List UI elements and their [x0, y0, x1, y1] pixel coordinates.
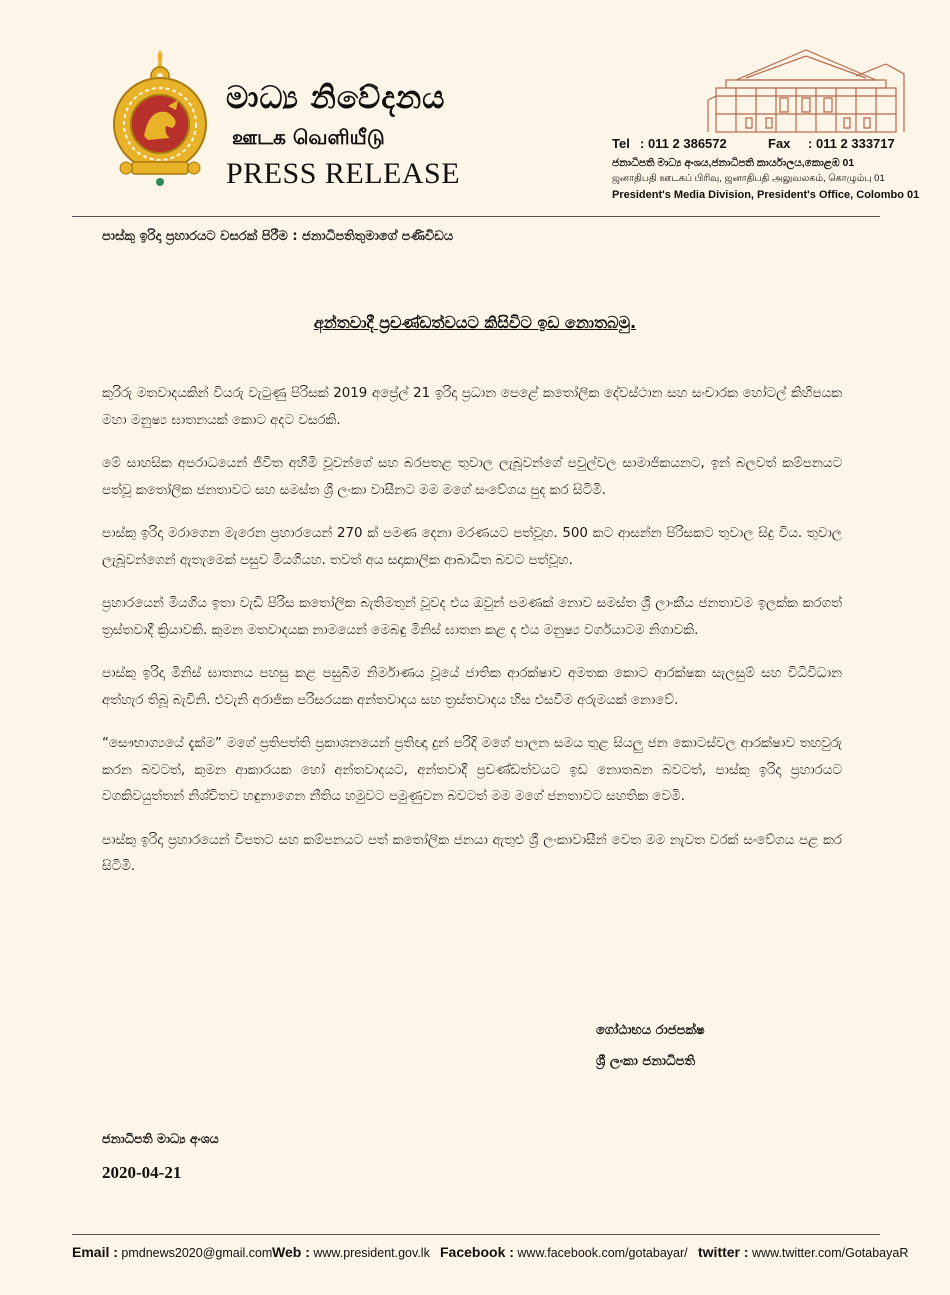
title-tamil: ஊடக வெளியீடு: [232, 125, 385, 149]
release-date: 2020-04-21: [102, 1163, 182, 1182]
issuing-division: ජනාධිපති මාධ්‍ය අංශය: [102, 1131, 219, 1146]
signatory-title: ශ්‍රී ලංකා ජනාධිපති: [596, 1054, 696, 1069]
signature-block: [596, 1015, 705, 1077]
subject-line: පාස්කු ඉරිදා ප්‍රහාරයට වසරක් පිරීම : ජනාධිපතිතුමාගේ පණිවිඩය: [102, 229, 454, 244]
paragraph: පාස්කු ඉරිදා ප්‍රහාරයෙන් විපතට සහ කම්පනයට පත් කතෝලික ජනයා ඇතුළු ශ්‍රී ලංකාවාසීන් වෙත මම නැවත වරක් සංවේගය පළ කර සිටිමි.: [102, 832, 842, 874]
paragraph: පාස්කු ඉරිදා මරාගෙන මැරෙන ප්‍රහාරයෙන් 270 ක් පමණ දෙනා මරණයට පත්වූහ. 500 කට ආසන්න පිරිසකට තුවාල සිදු විය. තුවාල ලැබූවන්ගෙන් ඇතැමෙක් පසුව මියගියහ. තවත් අය සදාකාලික ආබාධිත බවට පත්වූහ.: [102, 526, 842, 568]
headline: අන්තවාදී ප්‍රචණ්ඩත්වයට කිසිවිට ඉඩ නොතබමු.: [313, 313, 637, 332]
letterhead: [0, 0, 950, 201]
facebook-link[interactable]: www.facebook.com/gotabayar/: [517, 1246, 688, 1260]
address-english: President's Media Division, President's Office, Colombo 01: [612, 189, 920, 201]
paragraph: මේ සාහසික අපරාධයෙන් ජීවිත අහිමි වූවන්ගේ සහ බරපතළ තුවාල ලැබූවන්ගේ පවුල්වල සාමාජිකයනට, ඉන් බලවත් කම්පනයට පත්වූ කතෝලික ජනතාවට සහ සමස්ත ශ්‍රී ලංකා වාසීනට මම මගේ සංවේගය පුද කර සිටිමි.: [102, 456, 842, 498]
paragraph: ප්‍රහාරයෙන් මියගිය ඉතා වැඩි පිරිස කතෝලික බැතිමතුන් වූවද එය ඔවුන් පමණක් නොව සමස්ත ශ්‍රී ලාංකීය ජනතාවම ඉලක්ක කරගත් ත්‍රස්තවාදී ක්‍රියාවකි. කුමන මතවාදයක නාමයෙන් මෙබඳු මිනිස් ඝාතන කළ ද එය මනුෂ්‍ය වර්ගයාටම නිගාවකි.: [102, 596, 842, 638]
paragraph: කුරිරු මතවාදයකින් වියරු වැටුණු පිරිසක් 2019 අප්‍රේල් 21 ඉරිදා ප්‍රධාන පෙළේ කතෝලික දේවස්ථාන සහ සංචාරක හෝටල් කිහිපයක මහා මනුෂ්‍ය ඝාතනයක් කොට අදට වසරකි.: [102, 386, 842, 428]
footer-facebook: [440, 1244, 688, 1260]
facebook-label: Facebook :: [440, 1244, 514, 1260]
address-tamil: ஜனாதிபதி ஊடகப் பிரிவு, ஜனாதிபதி அலுவலகம், கொழும்பு 01: [612, 173, 885, 184]
footer-twitter: [698, 1244, 908, 1260]
web-label: Web :: [272, 1244, 310, 1260]
footer-email: [72, 1244, 272, 1260]
title-block: [226, 78, 460, 192]
footer-divider: [72, 1234, 880, 1235]
paragraph: “සෞභාග්‍යයේ දැක්ම” මගේ ප්‍රතිපත්ති ප්‍රකාශනයෙන් ප්‍රතිඥා දුන් පරිදි මගේ පාලන සමය තුළ සියලු ජන කොටස්වල ආරක්ෂාව තහවුරු කරන බවටත්, කුමන ආකාරයක හෝ අන්තවාදයට, අන්තවාදී ප්‍රචණ්ඩත්වයට ඉඩ නොතබන බවටත්, පාස්කු ඉරිදා ප්‍රහාරයට වගකිවයුත්තන් නිශ්චිතව හඳුනාගෙන නීතිය හමුවට පමුණුවන බවටත් මම මගේ ජනතාවට සහතික වෙමි.: [102, 736, 842, 804]
fax-value: : 011 2 333717: [808, 136, 895, 151]
twitter-label: twitter :: [698, 1244, 749, 1260]
paragraph: පාස්කු ඉරිදා මිනිස් ඝාතනය පහසු කළ පසුබිම නිර්මාණය වූයේ ජාතික ආරක්ෂාව අමතක කොට ආරක්ෂක සැලසුම් සහ විධිවිධාන අත්හැර තිබූ බැවිනි. එවැනි අරාජික පරිසරයක අන්තවාදය සහ ත්‍රස්තවාදය හිස එසවීම අරුමයක් නොවේ.: [102, 666, 842, 708]
web-link[interactable]: www.president.gov.lk: [313, 1246, 430, 1260]
twitter-link[interactable]: www.twitter.com/GotabayaR: [752, 1246, 909, 1260]
tel-value: : 011 2 386572: [640, 136, 727, 151]
sri-lanka-emblem-icon: [108, 44, 212, 186]
header-divider: [72, 216, 880, 217]
address-sinhala: ජනාධිපති මාධ්‍ය අංශය,ජනාධිපති කාර්යාලය,කොළඹ 01: [612, 157, 855, 169]
phone-fax-line: [612, 136, 912, 151]
email-link[interactable]: pmdnews2020@gmail.com: [121, 1246, 273, 1260]
title-english: PRESS RELEASE: [226, 157, 461, 190]
fax-label: Fax: [768, 136, 791, 151]
email-label: Email :: [72, 1244, 118, 1260]
footer-web: [272, 1244, 430, 1260]
contact-block: [612, 136, 920, 203]
tel-label: Tel: [612, 136, 630, 151]
signatory-name: ගෝඨාභය රාජපක්ෂ: [596, 1023, 705, 1038]
title-sinhala: මාධ්‍ය නිවේදනය: [226, 80, 446, 116]
presidents-office-building-icon: [706, 40, 906, 136]
release-body: [102, 381, 842, 898]
footer-contacts: [72, 1244, 912, 1262]
